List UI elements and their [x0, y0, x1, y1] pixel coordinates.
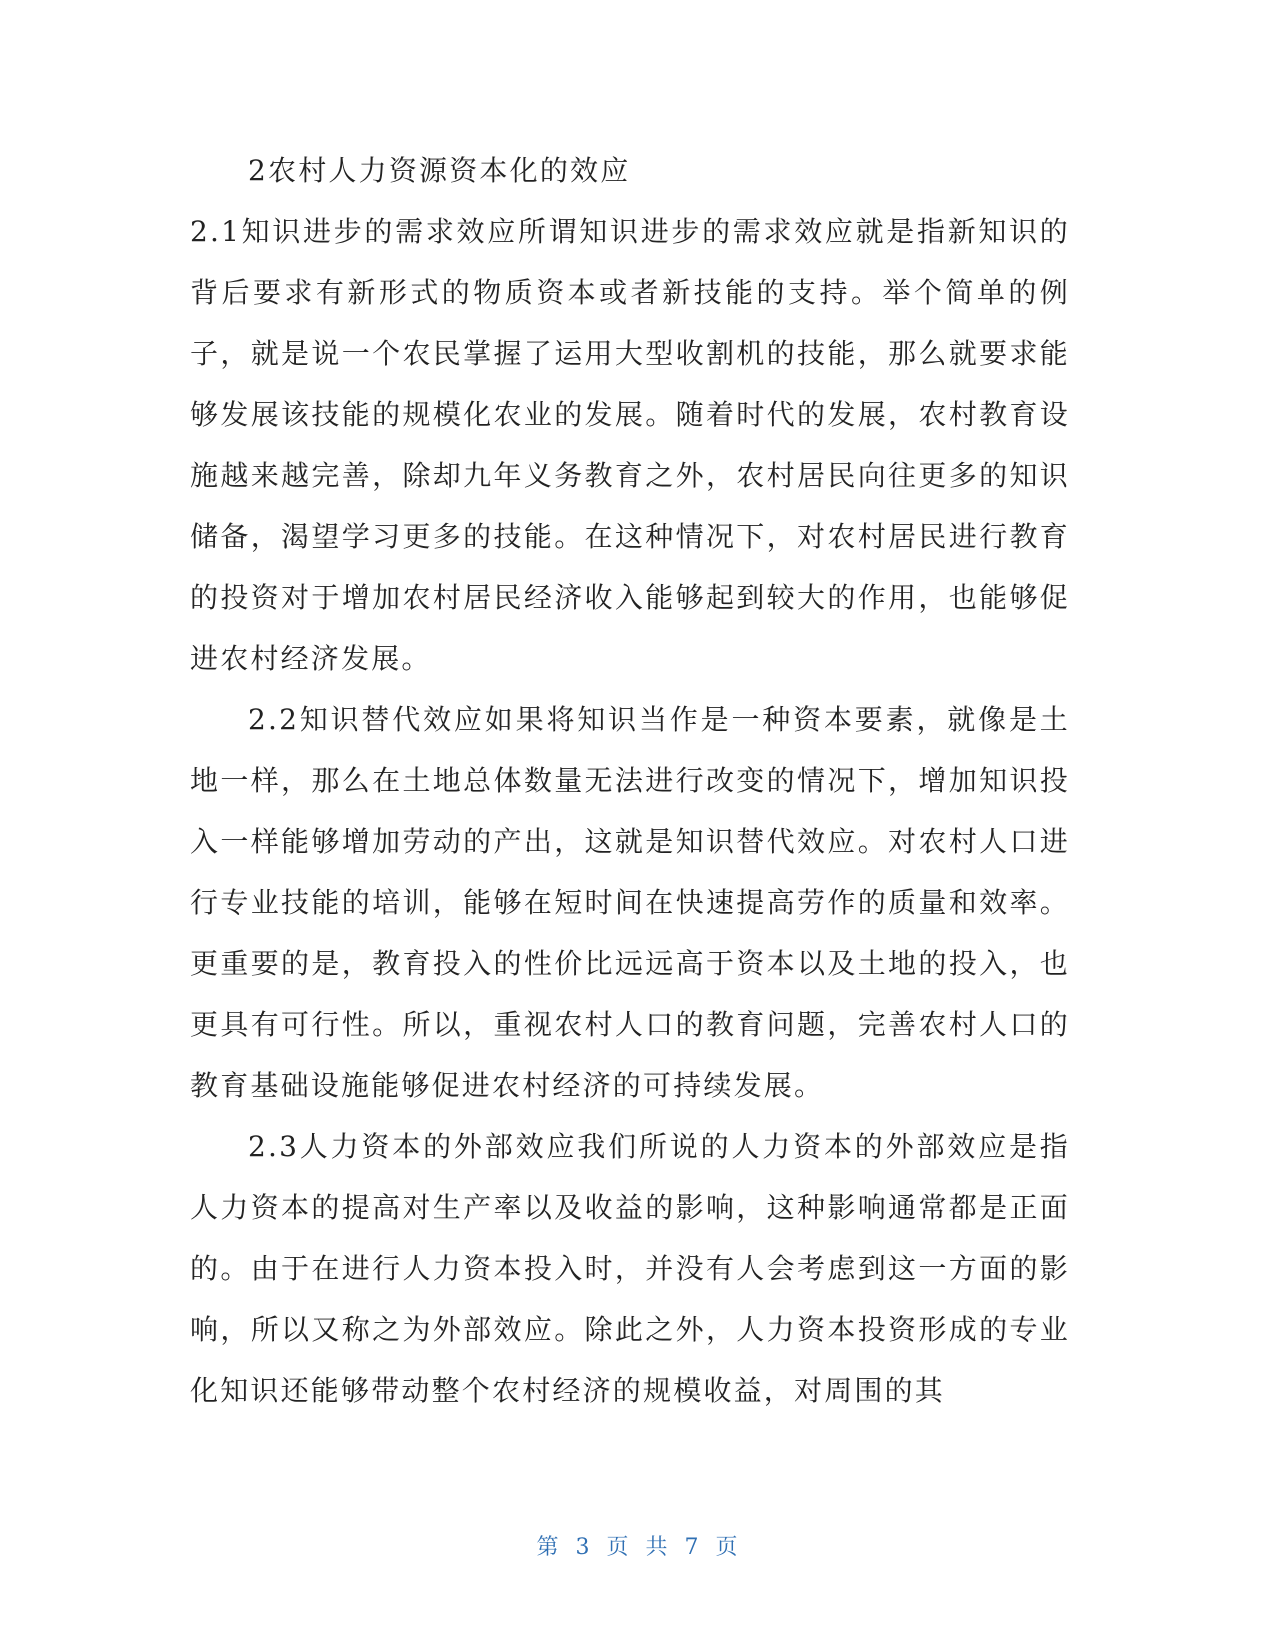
- section-heading: 2农村人力资源资本化的效应: [248, 154, 631, 187]
- footer-current-page: 3: [575, 1535, 591, 1560]
- footer-suffix: 页: [715, 1535, 739, 1560]
- footer-prefix: 第: [536, 1535, 560, 1560]
- paragraph-2-3: 2.3人力资本的外部效应我们所说的人力资本的外部效应是指人力资本的提高对生产率以及收益的影响，这种影响通常都是正面的。由于在进行人力资本投入时，并没有人会考虑到这一方面的影响，所以又称之为外部效应。除此之外，人力资本投资形成的专业化知识还能够带动整个农村经济的规模收益，对周围的其: [190, 1130, 1070, 1407]
- document-body: [190, 140, 1070, 1421]
- paragraph-2-2: 2.2知识替代效应如果将知识当作是一种资本要素，就像是土地一样，那么在土地总体数量无法进行改变的情况下，增加知识投入一样能够增加劳动的产出，这就是知识替代效应。对农村人口进行专业技能的培训，能够在短时间在快速提高劳作的质量和效率。更重要的是，教育投入的性价比远远高于资本以及土地的投入，也更具有可行性。所以，重视农村人口的教育问题，完善农村人口的教育基础设施能够促进农村经济的可持续发展。: [190, 703, 1070, 1102]
- page-number-footer: [0, 1530, 1275, 1561]
- footer-total-word: 共: [645, 1535, 669, 1560]
- paragraph-2-1: 2.1知识进步的需求效应所谓知识进步的需求效应就是指新知识的背后要求有新形式的物质资本或者新技能的支持。举个简单的例子，就是说一个农民掌握了运用大型收割机的技能，那么就要求能够发展该技能的规模化农业的发展。随着时代的发展，农村教育设施越来越完善，除却九年义务教育之外，农村居民向往更多的知识储备，渴望学习更多的技能。在这种情况下，对农村居民进行教育的投资对于增加农村居民经济收入能够起到较大的作用，也能够促进农村经济发展。: [190, 215, 1070, 675]
- footer-total-pages: 7: [684, 1535, 700, 1560]
- footer-page-word: 页: [606, 1535, 630, 1560]
